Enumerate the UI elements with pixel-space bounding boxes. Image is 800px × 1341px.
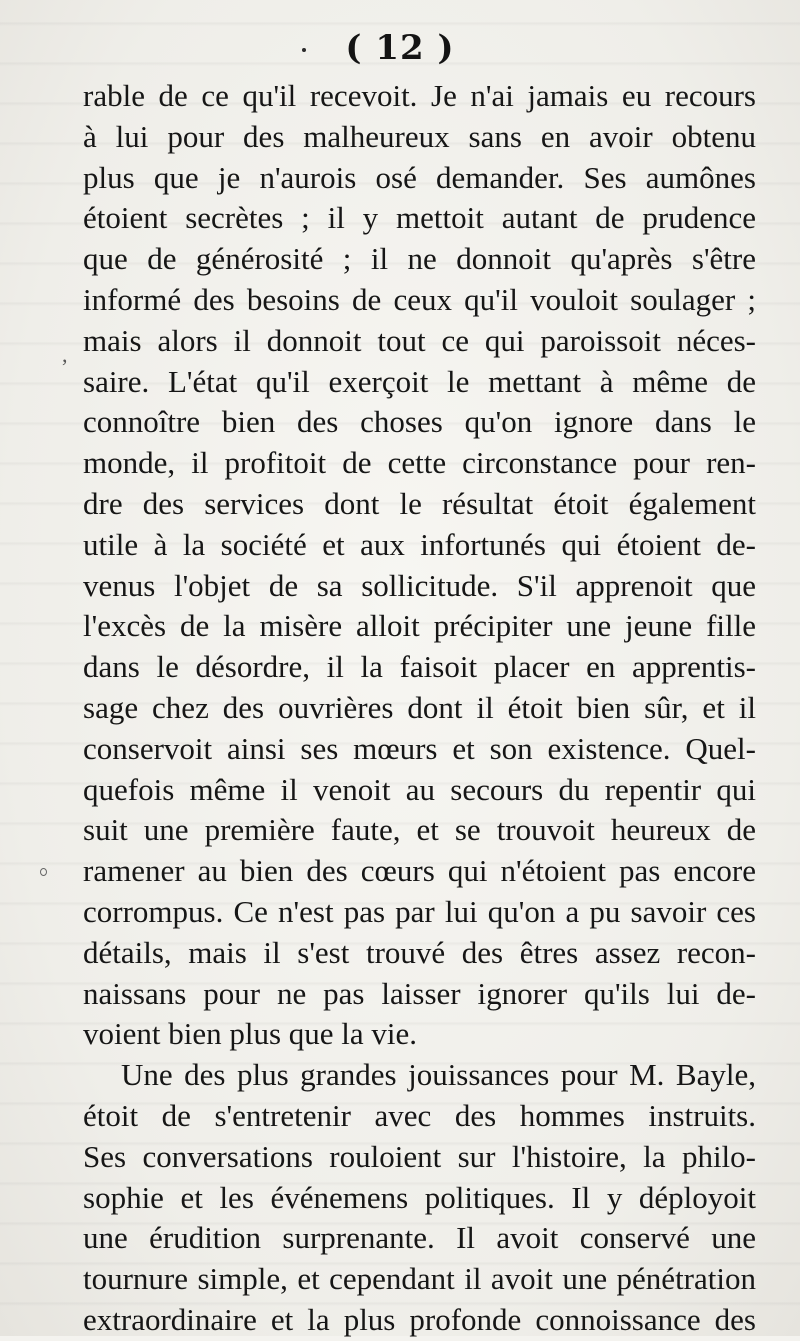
body-text (83, 76, 756, 1341)
text-line: quefois même il venoit au secours du repentir qui (83, 771, 756, 807)
text-line-paragraph-end: voient bien plus que la vie. (83, 1016, 418, 1052)
text-line: corrompus. Ce n'est pas par lui qu'on a pu savoir ces (83, 893, 756, 929)
text-line: détails, mais il s'est trouvé des êtres assez recon- (83, 934, 756, 970)
text-line: conservoit ainsi ses mœurs et son existence. Quel- (83, 730, 756, 766)
text-line: utile à la société et aux infortunés qui étoient de- (83, 526, 756, 562)
text-line: dans le désordre, il la faisoit placer en apprentis- (83, 649, 756, 685)
text-line: sophie et les événemens politiques. Il y déployoit (83, 1179, 756, 1215)
text-line-paragraph-start: Une des plus grandes jouissances pour M. Bayle, (121, 1057, 756, 1093)
text-line: l'excès de la misère alloit précipiter une jeune fille (83, 608, 756, 644)
text-line: une érudition surprenante. Il avoit conservé une (83, 1220, 756, 1256)
text-line: mais alors il donnoit tout ce qui paroissoit néces- (83, 322, 756, 358)
text-line: dre des services dont le résultat étoit également (83, 485, 756, 521)
text-line: Ses conversations rouloient sur l'histoire, la philo- (83, 1138, 756, 1174)
text-line: ramener au bien des cœurs qui n'étoient pas encore (83, 853, 756, 889)
page-number: ( 12 ) (345, 28, 455, 68)
text-line: que de générosité ; il ne donnoit qu'après s'être (83, 241, 756, 277)
text-line: connoître bien des choses qu'on ignore dans le (83, 404, 756, 440)
text-line: extraordinaire et la plus profonde connoissance des (83, 1301, 756, 1337)
text-line: informé des besoins de ceux qu'il vouloit soulager ; (83, 281, 756, 317)
margin-blot (40, 868, 47, 876)
text-line: rable de ce qu'il recevoit. Je n'ai jamais eu recours (83, 78, 756, 113)
text-line: tournure simple, et cependant il avoit une pénétration (83, 1261, 756, 1297)
text-line: étoit de s'entretenir avec des hommes instruits. (83, 1097, 756, 1133)
text-line: saire. L'état qu'il exerçoit le mettant à même de (83, 363, 756, 399)
text-line: à lui pour des malheureux sans en avoir obtenu (83, 118, 756, 154)
text-line: sage chez des ouvrières dont il étoit bien sûr, et il (83, 689, 756, 725)
text-line: venus l'objet de sa sollicitude. S'il apprenoit que (83, 567, 756, 603)
text-line: étoient secrètes ; il y mettoit autant de prudence (83, 200, 756, 236)
text-line: plus que je n'aurois osé demander. Ses aumônes (83, 159, 756, 195)
text-line: naissans pour ne pas laisser ignorer qu'ils lui de- (83, 975, 756, 1011)
text-line: monde, il profitoit de cette circonstance pour ren- (83, 445, 756, 481)
text-line: suit une première faute, et se trouvoit heureux de (83, 812, 756, 848)
margin-mark: , (62, 342, 68, 367)
